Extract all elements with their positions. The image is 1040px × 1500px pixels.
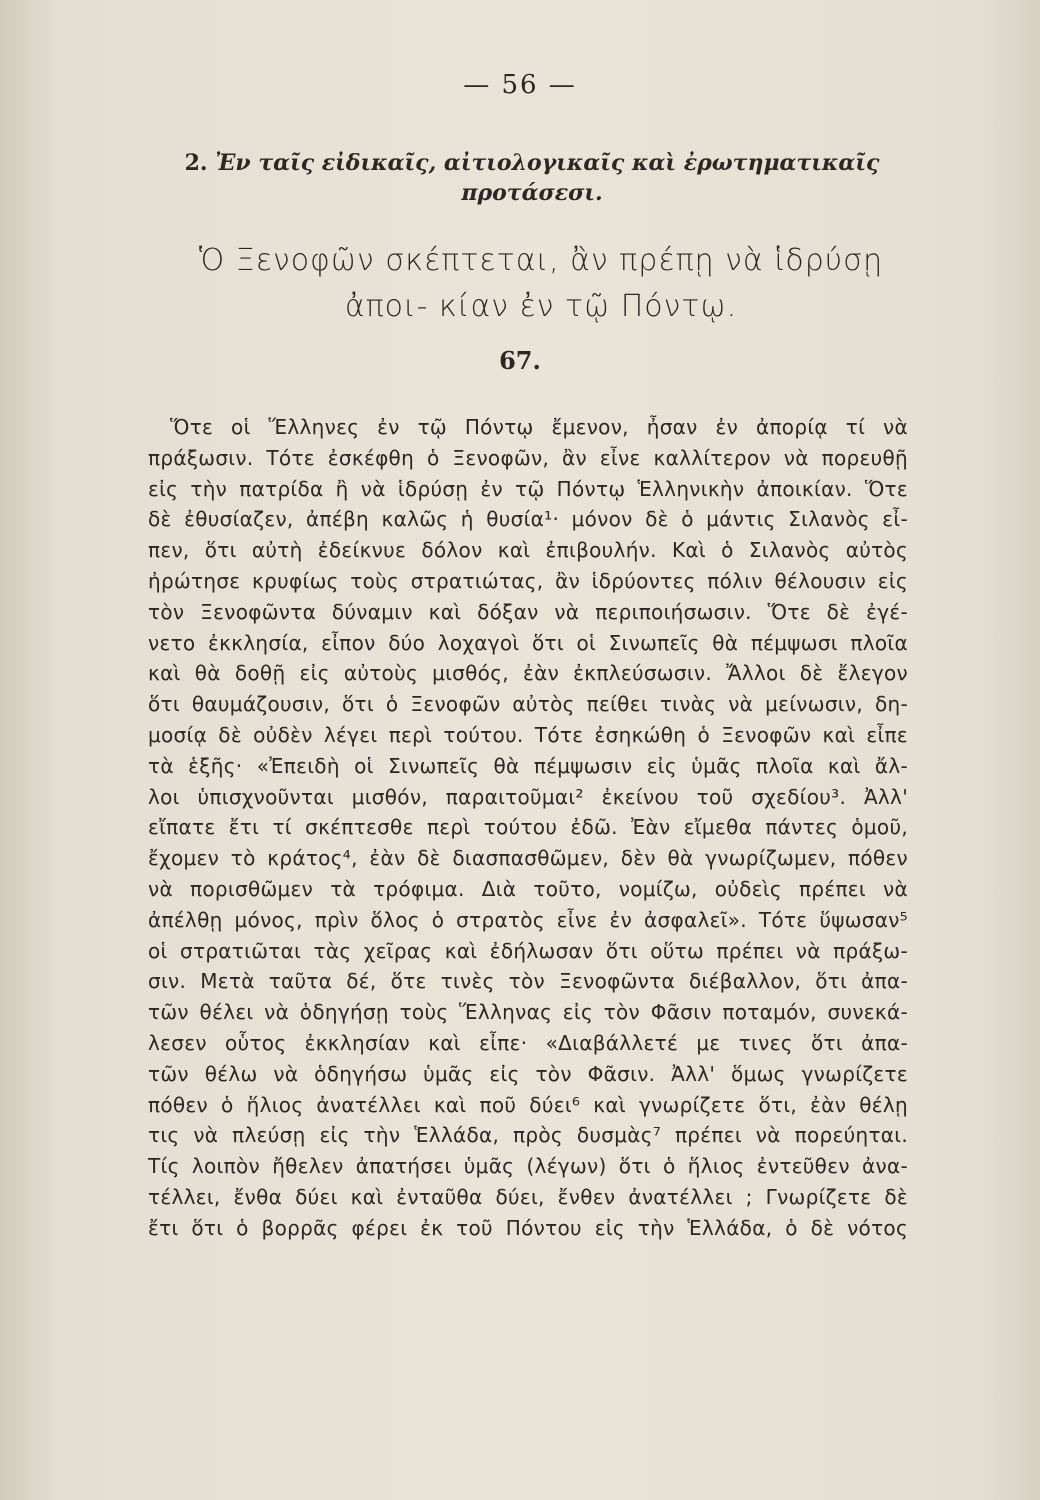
text-line: τῶν θέλει νὰ ὁδηγήσῃ τοὺς Ἕλληνας εἰς τὸν Φᾶσιν ποταμόν, συνεκά- bbox=[148, 1000, 908, 1025]
text-line: νετο ἐκκλησία, εἶπον δύο λοχαγοὶ ὅτι οἱ Σινωπεῖς θὰ πέμψωσι πλοῖα bbox=[148, 630, 908, 655]
text-line: Τίς λοιπὸν ἤθελεν ἀπατήσει ὑμᾶς (λέγων) ὅτι ὁ ἥλιος ἐντεῦθεν ἀνα- bbox=[148, 1154, 908, 1179]
text-line: πεν, ὅτι αὐτὴ ἐδείκνυε δόλον καὶ ἐπιβουλήν. Καὶ ὁ Σιλανὸς αὐτὸς bbox=[148, 538, 908, 563]
chapter-number: 67. bbox=[499, 346, 541, 375]
chapter-subtitle: Ὁ Ξενοφῶν σκέπτεται, ἂν πρέπῃ νὰ ἱδρύσῃ ἀποι- κίαν ἐν τῷ Πόντῳ. bbox=[198, 243, 884, 324]
text-line: Ὅτε οἱ Ἕλληνες ἐν τῷ Πόντῳ ἔμενον, ἦσαν ἐν ἀπορίᾳ τί νὰ bbox=[170, 415, 908, 439]
text-line: ὅτι θαυμάζουσιν, ὅτι ὁ Ξενοφῶν αὐτὸς πείθει τινὰς νὰ μείνωσιν, δη- bbox=[148, 692, 908, 717]
text-line: πόθεν ὁ ἥλιος ἀνατέλλει καὶ ποῦ δύει⁶ καὶ γνωρίζετε ὅτι, ἐὰν θέλῃ bbox=[148, 1092, 908, 1117]
text-line: οἱ στρατιῶται τὰς χεῖρας καὶ ἐδήλωσαν ὅτι οὕτω πρέπει νὰ πράξω- bbox=[148, 938, 908, 963]
text-line: λεσεν οὗτος ἐκκλησίαν καὶ εἶπε· «Διαβάλλετέ με τινες ὅτι ἀπα- bbox=[148, 1030, 908, 1055]
text-line: καὶ θὰ δοθῇ εἰς αὐτοὺς μισθός, ἐὰν ἐκπλεύσωσιν. Ἄλλοι δὲ ἔλεγον bbox=[148, 661, 908, 686]
text-line: δὲ ἐθυσίαζεν, ἀπέβη καλῶς ἡ θυσία¹· μόνον δὲ ὁ μάντις Σιλανὸς εἶ- bbox=[148, 507, 908, 532]
text-line: εἴπατε ἔτι τί σκέπτεσθε περὶ τούτου ἐδῶ. Ἐὰν εἴμεθα πάντες ὁμοῦ, bbox=[148, 815, 908, 840]
text-line: τὸν Ξενοφῶντα δύναμιν καὶ δόξαν νὰ περιποιήσωσιν. Ὅτε δὲ ἐγέ- bbox=[148, 599, 908, 624]
text-line: πράξωσιν. Τότε ἐσκέφθη ὁ Ξενοφῶν, ἂν εἶνε καλλίτερον νὰ πορευθῇ bbox=[148, 445, 908, 470]
text-line: τις νὰ πλεύσῃ εἰς τὴν Ἑλλάδα, πρὸς δυσμὰς⁷ πρέπει νὰ πορεύηται. bbox=[148, 1123, 908, 1148]
text-line: λοι ὑπισχνοῦνται μισθόν, παραιτοῦμαι² ἐκείνου τοῦ σχεδίου³. Ἀλλ' bbox=[148, 784, 908, 809]
body-text bbox=[148, 412, 908, 1244]
text-line: νὰ πορισθῶμεν τὰ τρόφιμα. Διὰ τοῦτο, νομίζω, οὐδεὶς πρέπει νὰ bbox=[148, 876, 908, 901]
text-line: εἰς τὴν πατρίδα ἢ νὰ ἱδρύσῃ ἐν τῷ Πόντῳ Ἑλληνικὴν ἀποικίαν. Ὅτε bbox=[148, 476, 908, 501]
page-number: — 56 — bbox=[463, 70, 577, 100]
section-title: Ἐν ταῖς εἰδικαῖς, αἰτιολογικαῖς καὶ ἐρωτηματικαῖς προτάσεσι. bbox=[215, 150, 880, 206]
section-heading bbox=[172, 148, 892, 208]
text-line: ἠρώτησε κρυφίως τοὺς στρατιώτας, ἂν ἱδρύοντες πόλιν θέλουσιν εἰς bbox=[148, 568, 908, 593]
text-line: ἔτι ὅτι ὁ βορρᾶς φέρει ἐκ τοῦ Πόντου εἰς τὴν Ἑλλάδα, ὁ δὲ νότος bbox=[148, 1215, 908, 1240]
text-line: σιν. Μετὰ ταῦτα δέ, ὅτε τινὲς τὸν Ξενοφῶντα διέβαλλον, ὅτι ἀπα- bbox=[148, 969, 908, 994]
section-number: 2. bbox=[184, 150, 208, 176]
text-line: τὰ ἑξῆς· «Ἐπειδὴ οἱ Σινωπεῖς θὰ πέμψωσιν εἰς ὑμᾶς πλοῖα καὶ ἄλ- bbox=[148, 753, 908, 778]
text-line: ἀπέλθῃ μόνος, πρὶν ὅλος ὁ στρατὸς εἶνε ἐν ἀσφαλεῖ». Τότε ὕψωσαν⁵ bbox=[148, 907, 908, 932]
text-line: τῶν θέλω νὰ ὁδηγήσω ὑμᾶς εἰς τὸν Φᾶσιν. Ἀλλ' ὅμως γνωρίζετε bbox=[148, 1061, 908, 1086]
text-line: τέλλει, ἔνθα δύει καὶ ἐνταῦθα δύει, ἔνθεν ἀνατέλλει ; Γνωρίζετε δὲ bbox=[148, 1184, 908, 1209]
text-line: μοσίᾳ δὲ οὐδὲν λέγει περὶ τούτου. Τότε ἐσηκώθη ὁ Ξενοφῶν καὶ εἶπε bbox=[148, 722, 908, 747]
text-line: ἔχομεν τὸ κράτος⁴, ἐὰν δὲ διασπασθῶμεν, δὲν θὰ γνωρίζωμεν, πόθεν bbox=[148, 846, 908, 871]
